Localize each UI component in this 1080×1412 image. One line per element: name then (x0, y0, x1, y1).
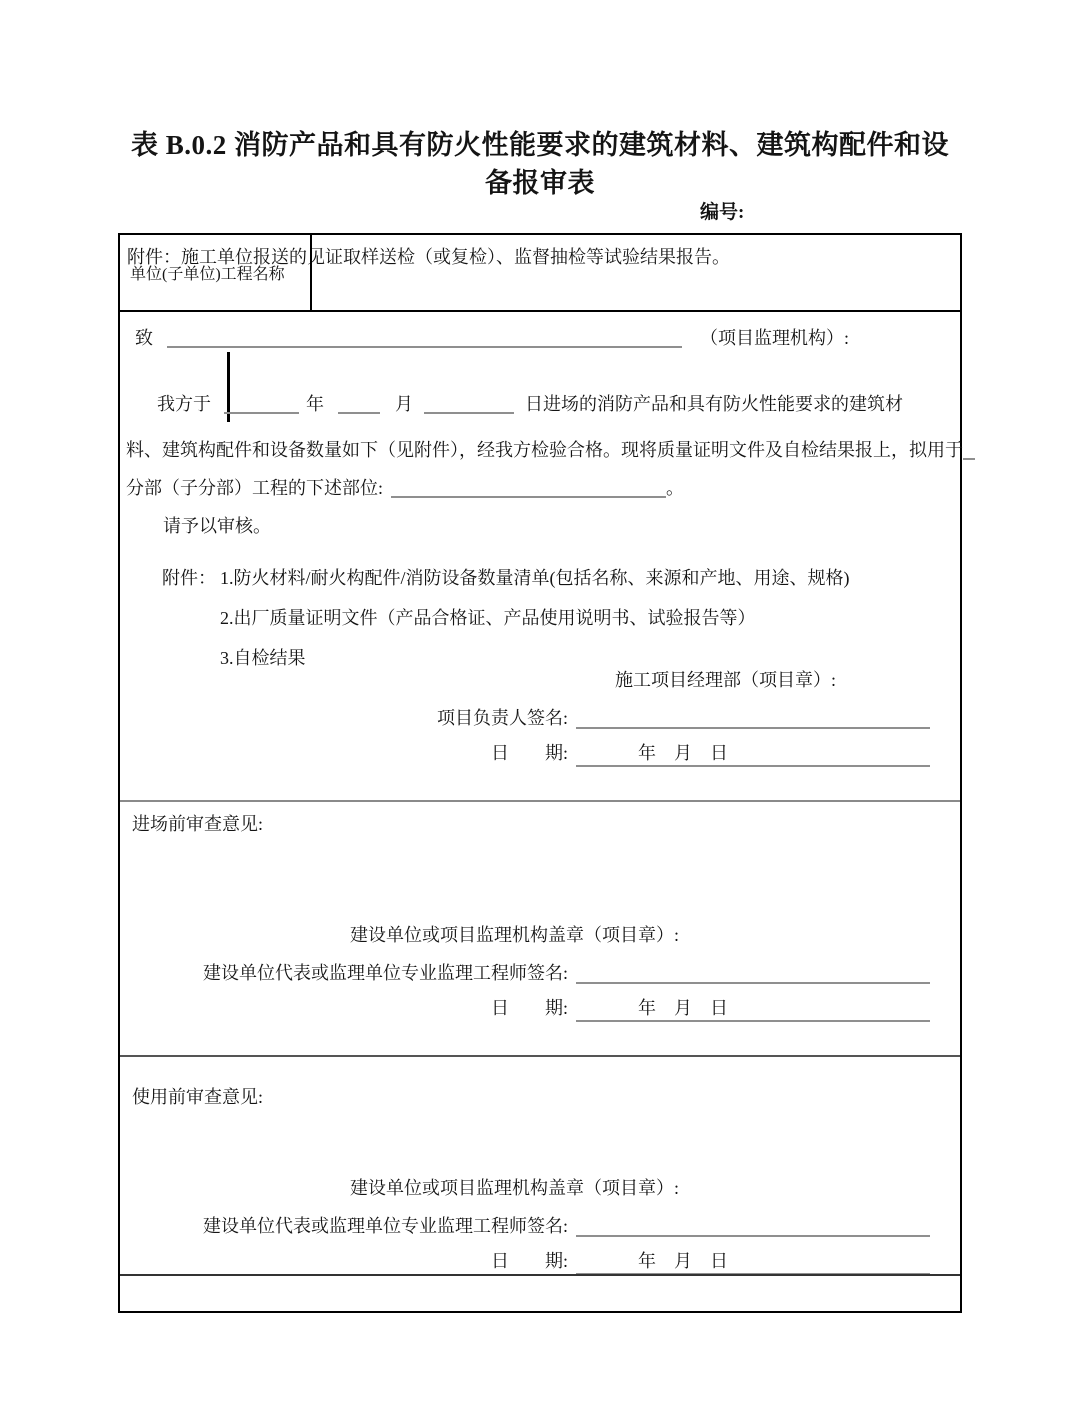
builder-date-line (491, 739, 930, 767)
attachment-row (162, 598, 850, 638)
pre-use-sign-line (203, 1212, 930, 1238)
builder-date-label: 日 期: (490, 743, 568, 763)
pre-entry-review-header: 进场前审查意见: (132, 814, 264, 834)
pre-use-review-header: 使用前审查意见: (132, 1087, 264, 1107)
pre-entry-date-blank[interactable]: 年 月 日 (576, 994, 930, 1022)
pre-entry-date-line (491, 994, 930, 1022)
builder-sign-label: 项目负责人签名: (436, 708, 568, 728)
entry-date-line (120, 390, 954, 416)
day-blank[interactable] (424, 409, 514, 414)
serial-number-label: 编号: (700, 202, 745, 223)
pre-use-stamp-label: 建设单位或项目监理机构盖章（项目章）: (350, 1178, 679, 1198)
attachment-row (162, 558, 850, 598)
pre-entry-sign-blank[interactable] (576, 981, 930, 984)
pre-entry-stamp-label: 建设单位或项目监理机构盖章（项目章）: (350, 925, 679, 945)
form-title-line1: 表 B.0.2 消防产品和具有防火性能要求的建筑材料、建筑构配件和设 (130, 130, 949, 160)
after-day-text: 日进场的消防产品和具有防火性能要求的建筑材 (525, 394, 903, 414)
builder-sign-line (437, 704, 930, 730)
to-line (135, 324, 946, 350)
pre-entry-date-label: 日 期: (490, 998, 568, 1018)
pre-use-date-line (491, 1247, 930, 1275)
section-divider (120, 1274, 960, 1276)
we-prefix-label: 我方于 (157, 394, 211, 414)
supervision-org-label: （项目监理机构）: (700, 328, 850, 348)
form-title-line2: 备报审表 (485, 168, 595, 198)
attachment-item-2: 2.出厂质量证明文件（产品合格证、产品使用说明书、试验报告等） (220, 608, 756, 628)
review-request-text: 请予以审核。 (163, 516, 271, 536)
attachment-item-3: 3.自检结果 (220, 648, 306, 668)
location-label: 分部（子分部）工程的下述部位: (126, 478, 383, 498)
pre-entry-sign-label: 建设单位代表或监理单位专业监理工程师签名: (203, 963, 568, 983)
section-divider (120, 1055, 960, 1057)
builder-stamp-label: 施工项目经理部（项目章）: (615, 670, 836, 690)
form-title (0, 126, 1080, 202)
month-blank[interactable] (338, 409, 380, 414)
builder-date-blank[interactable]: 年 月 日 (576, 739, 930, 767)
project-name-row (120, 235, 960, 312)
project-name-label: 单位(子单位)工程名称 (120, 235, 312, 310)
pre-use-date-blank[interactable]: 年 月 日 (576, 1247, 930, 1275)
year-label: 年 (306, 394, 324, 414)
pre-use-sign-label: 建设单位代表或监理单位专业监理工程师签名: (203, 1216, 568, 1236)
year-blank[interactable] (224, 409, 299, 414)
pre-entry-sign-line (203, 959, 930, 985)
location-blank[interactable] (391, 493, 666, 498)
section-divider (120, 800, 960, 802)
attachment-item-1: 1.防火材料/耐火构配件/消防设备数量清单(包括名称、来源和产地、用途、规格) (220, 568, 850, 588)
to-label: 致 (135, 328, 153, 348)
location-line (126, 474, 684, 500)
month-label: 月 (395, 394, 413, 414)
location-period-mark: 。 (666, 478, 684, 498)
pre-use-date-label: 日 期: (490, 1251, 568, 1271)
attachments-block (162, 558, 850, 678)
builder-sign-blank[interactable] (576, 726, 930, 729)
pre-use-sign-blank[interactable] (576, 1234, 930, 1237)
footer-attachment-note: 附件：施工单位报送的见证取样送检（或复检）、监督抽检等试验结果报告。 (127, 246, 730, 267)
body-line2-text: 料、建筑构配件和设备数量如下（见附件），经我方检验合格。现将质量证明文件及自检结果报上，拟用于 (126, 440, 963, 460)
proposed-subdivision-blank[interactable] (963, 455, 975, 460)
project-name-value-cell[interactable] (312, 235, 960, 310)
body-line2-row (126, 436, 963, 462)
attachments-label: 附件： (162, 568, 216, 588)
supervision-org-blank[interactable] (167, 343, 682, 348)
form-table (118, 233, 962, 1313)
